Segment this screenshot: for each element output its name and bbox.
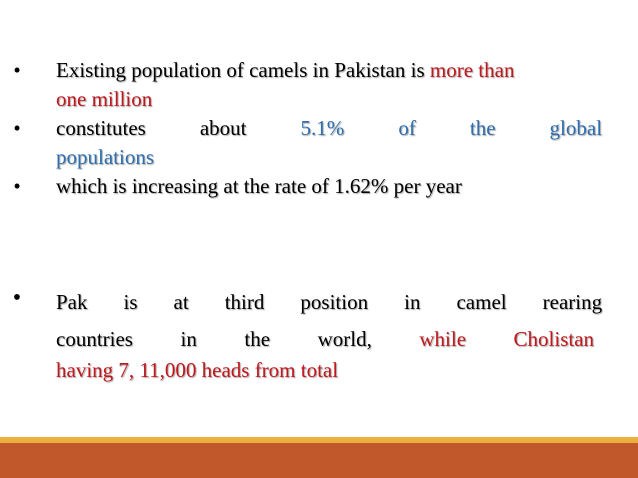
bullet-4-line-3: having 7, 11,000 heads from total [56,358,339,382]
bullet-2-line-2: populations [56,145,154,169]
bullet-1-line-1 [56,56,602,85]
word: at [173,290,189,314]
bullet-text-1 [56,56,602,114]
bullet-icon: • [13,58,21,82]
word: Pak [56,290,88,314]
word: in [180,327,197,351]
bullet-text-2 [56,114,602,172]
bullet-icon: • [13,116,21,140]
word: countries [56,327,133,351]
highlight-word: 5.1% [300,116,345,140]
bullet-1-line-2: one million [56,87,153,111]
word: third [224,290,265,314]
bullet-2-line-1 [56,114,602,143]
word: constitutes [56,116,146,140]
bullet-icon: • [12,285,22,311]
highlight-word: while [419,327,467,351]
highlight-word: of [398,116,416,140]
word: world, [317,327,372,351]
bullet-text-3 [56,172,602,201]
text-segment: Existing population of camels in Pakistan is [56,58,430,82]
word: is [123,290,138,314]
word: rearing [542,290,603,314]
highlight-word: the [469,116,496,140]
word: position [300,290,369,314]
bullet-4-line-2 [56,321,594,358]
highlight-text: more than [429,58,515,82]
word: camel [456,290,507,314]
word: about [199,116,247,140]
bullet-3-line-1: which is increasing at the rate of 1.62% per year [56,174,462,198]
bullet-icon: • [13,174,21,198]
footer-band [0,443,638,478]
word: the [244,327,271,351]
highlight-word: global [549,116,603,140]
word: in [404,290,421,314]
bullet-text-4 [56,284,602,383]
highlight-word: Cholistan [513,327,595,351]
bullet-4-line-1 [56,284,602,321]
